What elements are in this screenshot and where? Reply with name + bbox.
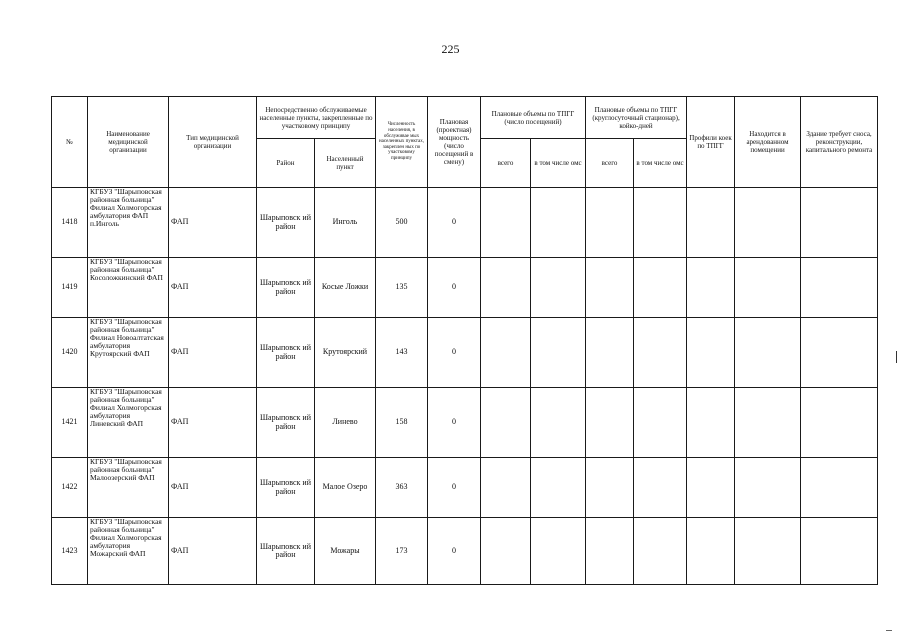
capacity-cell: 0: [428, 388, 481, 458]
empty-cell: [586, 318, 634, 388]
empty-cell: [634, 458, 687, 518]
empty-cell: [586, 518, 634, 585]
empty-cell: [735, 458, 801, 518]
row-number: 1421: [52, 388, 88, 458]
empty-cell: [531, 258, 586, 318]
empty-cell: [586, 458, 634, 518]
settlement-cell: Крутоярский: [315, 318, 376, 388]
district-cell: Шарыповск ий район: [257, 458, 315, 518]
org-type-cell: ФАП: [169, 318, 257, 388]
table-row: [52, 458, 878, 518]
header-beds-total: всего: [586, 139, 634, 188]
org-name-cell: КГБУЗ "Шарыповская районная больница" Филиал Холмогорская амбулатория ФАП п.Инголь: [88, 188, 169, 258]
population-cell: 135: [376, 258, 428, 318]
empty-cell: [801, 518, 878, 585]
empty-cell: [634, 318, 687, 388]
empty-cell: [586, 258, 634, 318]
empty-cell: [531, 188, 586, 258]
empty-cell: [634, 518, 687, 585]
population-cell: 158: [376, 388, 428, 458]
facilities-table: [51, 96, 878, 585]
org-name-cell: КГБУЗ "Шарыповская районная больница" Малоозерский ФАП: [88, 458, 169, 518]
empty-cell: [801, 188, 878, 258]
org-type-cell: ФАП: [169, 518, 257, 585]
settlement-cell: Можары: [315, 518, 376, 585]
empty-cell: [801, 388, 878, 458]
empty-cell: [586, 388, 634, 458]
district-cell: Шарыповск ий район: [257, 258, 315, 318]
header-population: Численность населения, в обслуживае мых населенных пунктах, закреплен ных по участковому принципу: [376, 97, 428, 188]
district-cell: Шарыповск ий район: [257, 518, 315, 585]
empty-cell: [801, 318, 878, 388]
header-district: Район: [257, 139, 315, 188]
header-visits-total: всего: [481, 139, 531, 188]
empty-cell: [481, 258, 531, 318]
org-name-cell: КГБУЗ "Шарыповская районная больница" Косоложкинский ФАП: [88, 258, 169, 318]
population-cell: 143: [376, 318, 428, 388]
header-capacity: Плановая (проектная) мощность (число посещений в смену): [428, 97, 481, 188]
empty-cell: [687, 388, 735, 458]
district-cell: Шарыповск ий район: [257, 188, 315, 258]
population-cell: 363: [376, 458, 428, 518]
row-number: 1419: [52, 258, 88, 318]
empty-cell: [634, 388, 687, 458]
empty-cell: [531, 318, 586, 388]
header-beds-oms: в том числе омс: [634, 139, 687, 188]
empty-cell: [735, 258, 801, 318]
population-cell: 173: [376, 518, 428, 585]
org-name-cell: КГБУЗ "Шарыповская районная больница" Филиал Холмогорская амбулатория Линевский ФАП: [88, 388, 169, 458]
empty-cell: [687, 318, 735, 388]
row-number: 1422: [52, 458, 88, 518]
header-visits-oms: в том числе омс: [531, 139, 586, 188]
empty-cell: [531, 518, 586, 585]
header-tpgg-beds: Плановые объемы по ТПГГ (круглосуточный стационар), койко-дней: [586, 97, 687, 139]
header-settlement: Населенный пункт: [315, 139, 376, 188]
header-org-type: Тип медицинской организации: [169, 97, 257, 188]
table-row: [52, 258, 878, 318]
header-repair: Здание требует сноса, реконструкции, капитального ремонта: [801, 97, 878, 188]
capacity-cell: 0: [428, 258, 481, 318]
empty-cell: [481, 458, 531, 518]
org-name-cell: КГБУЗ "Шарыповская районная больница" Филиал Холмогорская амбулатория Можарский ФАП: [88, 518, 169, 585]
header-org-name: Наименование медицинской организации: [88, 97, 169, 188]
scan-edge-mark: [896, 351, 897, 363]
org-type-cell: ФАП: [169, 458, 257, 518]
district-cell: Шарыповск ий район: [257, 318, 315, 388]
table-row: [52, 388, 878, 458]
table-row: [52, 188, 878, 258]
empty-cell: [687, 518, 735, 585]
empty-cell: [586, 188, 634, 258]
org-name-cell: КГБУЗ "Шарыповская районная больница" Филиал Новоалтатская амбулатория Крутоярский ФАП: [88, 318, 169, 388]
header-served-settlements: Непосредственно обслуживаемые населенные пункты, закрепленные по участковому принципу: [257, 97, 376, 139]
empty-cell: [687, 258, 735, 318]
capacity-cell: 0: [428, 188, 481, 258]
table-row: [52, 518, 878, 585]
header-row-1: [52, 97, 878, 139]
row-number: 1420: [52, 318, 88, 388]
org-type-cell: ФАП: [169, 388, 257, 458]
capacity-cell: 0: [428, 458, 481, 518]
org-type-cell: ФАП: [169, 188, 257, 258]
empty-cell: [735, 388, 801, 458]
header-tpgg-visits: Плановые объемы по ТПГГ (число посещений): [481, 97, 586, 139]
scan-corner-mark: [886, 630, 892, 631]
empty-cell: [634, 258, 687, 318]
table-row: [52, 318, 878, 388]
header-bed-profiles: Профили коек по ТПГГ: [687, 97, 735, 188]
page-number: 225: [441, 42, 460, 56]
row-number: 1418: [52, 188, 88, 258]
header-no: №: [52, 97, 88, 188]
settlement-cell: Малое Озеро: [315, 458, 376, 518]
empty-cell: [481, 388, 531, 458]
row-number: 1423: [52, 518, 88, 585]
settlement-cell: Линево: [315, 388, 376, 458]
capacity-cell: 0: [428, 518, 481, 585]
empty-cell: [687, 458, 735, 518]
empty-cell: [531, 458, 586, 518]
empty-cell: [481, 318, 531, 388]
empty-cell: [735, 318, 801, 388]
settlement-cell: Косые Ложки: [315, 258, 376, 318]
empty-cell: [481, 188, 531, 258]
empty-cell: [531, 388, 586, 458]
population-cell: 500: [376, 188, 428, 258]
empty-cell: [801, 458, 878, 518]
capacity-cell: 0: [428, 318, 481, 388]
empty-cell: [735, 188, 801, 258]
empty-cell: [634, 188, 687, 258]
empty-cell: [481, 518, 531, 585]
org-type-cell: ФАП: [169, 258, 257, 318]
header-leased: Находится в арендованном помещении: [735, 97, 801, 188]
empty-cell: [735, 518, 801, 585]
settlement-cell: Инголь: [315, 188, 376, 258]
district-cell: Шарыповск ий район: [257, 388, 315, 458]
empty-cell: [801, 258, 878, 318]
empty-cell: [687, 188, 735, 258]
